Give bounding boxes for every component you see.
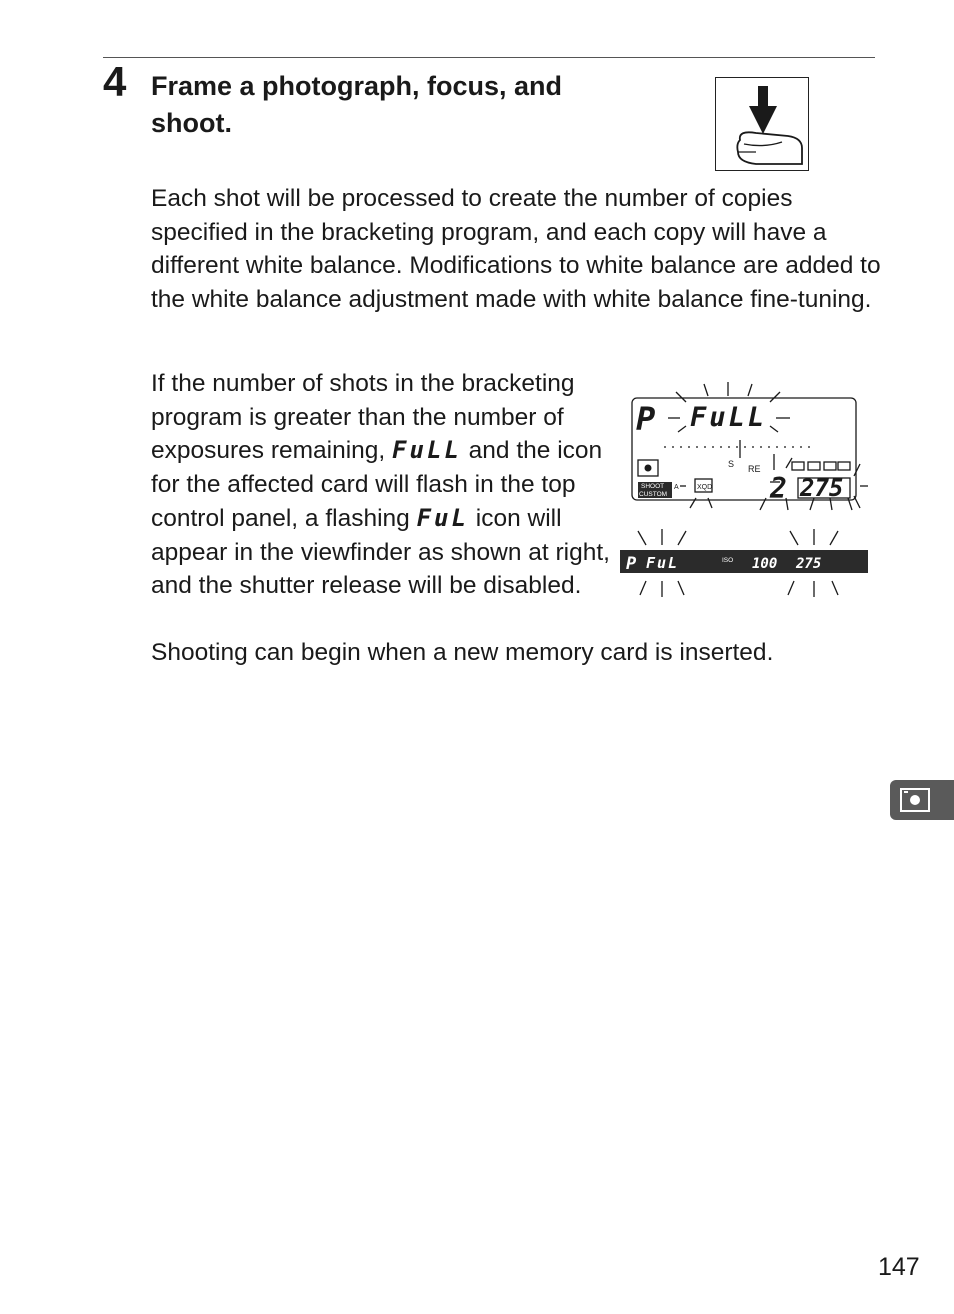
step-number: 4 <box>103 58 127 105</box>
full-indicator-glyph: FuLL <box>392 436 462 465</box>
shutter-press-icon <box>715 77 809 171</box>
panel-remaining: 275 <box>800 474 844 502</box>
panel-s-label: S <box>728 459 735 469</box>
panel-copies: 2 <box>770 472 787 505</box>
panel-custom-label: CUSTOM <box>639 491 668 498</box>
panel-card-label: XQD <box>697 484 713 491</box>
top-control-panel-illustration <box>620 378 870 513</box>
new-card-paragraph: Shooting can begin when a new memory card is inserted. <box>151 639 774 666</box>
p2-text-after: icon will appear in the viewfinder as shown at right, and the shutter release will be disabled. <box>151 504 610 600</box>
ful-indicator-glyph: FuL <box>416 503 469 532</box>
p2-text-before: If the number of shots in the bracketing program is greater than the number of exposures remaining, <box>151 370 575 465</box>
top-rule <box>103 57 875 58</box>
insufficient-exposures-paragraph <box>151 367 611 603</box>
panel-rec-label: RE <box>748 464 761 474</box>
processing-paragraph: Each shot will be processed to create the number of copies specified in the bracketing program, and each copy will have a different white balance. Modifications to white balance are added to the white balance adjustment made with white balance fine-tuning. <box>151 185 881 314</box>
bracketing-icon <box>890 780 954 820</box>
step-title: Frame a photograph, focus, and shoot. <box>151 71 563 138</box>
p2-text-mid: and the icon for the affected card will flash in the top control panel, a flashing <box>151 437 603 532</box>
viewfinder-mode: P <box>626 554 637 574</box>
panel-mode: P <box>636 400 656 438</box>
viewfinder-iso-value: 100 <box>752 556 778 572</box>
page-number: 147 <box>878 1253 920 1281</box>
panel-full-display: FuLL <box>690 402 768 433</box>
panel-shoot-label: SHOOT <box>641 483 665 490</box>
viewfinder-iso-label: ISO <box>722 557 734 564</box>
chapter-tab-bracketing[interactable] <box>890 780 954 820</box>
viewfinder-remaining: 275 <box>796 556 822 572</box>
viewfinder-display-illustration <box>618 525 870 600</box>
panel-bank-a: A <box>674 484 679 491</box>
viewfinder-ful-display: FuL <box>646 554 680 572</box>
